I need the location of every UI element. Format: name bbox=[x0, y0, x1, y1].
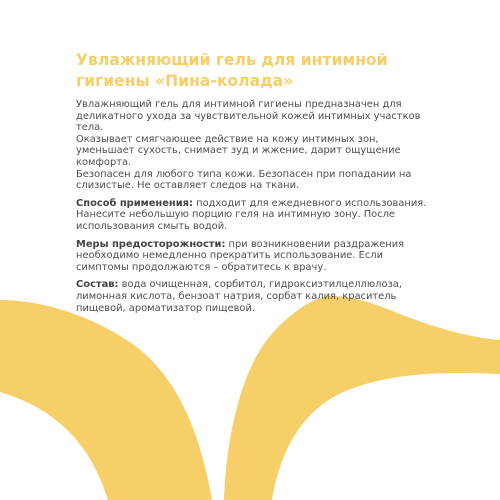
composition-text: вода очищенная, сорбитол, гидроксиэтилцеллюлоза, лимонная кислота, бензоат натрия, сорбат калия, краситель пищевой, ароматизатор пищевой. bbox=[76, 279, 402, 314]
precautions-text: при возникновении раздражения необходимо немедленно прекратить использование. Если симптомы продолжаются – обратитесь к врачу. bbox=[76, 238, 405, 273]
precautions-label: Меры предосторожности: bbox=[76, 238, 226, 250]
right-swoosh-shape bbox=[224, 296, 500, 500]
description-paragraph-1: Увлажняющий гель для интимной гигиены предназначен для деликатного ухода за чувствительной кожей интимных участков тела. bbox=[76, 99, 421, 134]
usage-text: подходит для ежедневного использования. Нанесите небольшую порцию геля на интимную зону. После использования смыть водой. bbox=[76, 197, 427, 232]
description-paragraph-2: Оказывает смягчающее действие на кожу интимных зон, уменьшает сухость, снимает зуд и жжение, дарит ощущение комфорта. bbox=[76, 133, 401, 168]
usage-label: Способ применения: bbox=[76, 197, 193, 209]
usage-section bbox=[76, 198, 428, 233]
product-title-line-1: Увлажняющий гель для интимной bbox=[76, 51, 388, 69]
left-swoosh-shape bbox=[0, 300, 212, 500]
precautions-section bbox=[76, 239, 428, 274]
product-info bbox=[76, 50, 428, 314]
composition-section bbox=[76, 279, 428, 314]
product-title-line-2: гигиены «Пина-колада» bbox=[76, 71, 294, 90]
composition-label: Состав: bbox=[76, 279, 119, 291]
product-title bbox=[76, 50, 428, 91]
description-paragraph-3: Безопасен для любого типа кожи. Безопасен при попадании на слизистые. Не оставляет следов на ткани. bbox=[76, 168, 412, 192]
